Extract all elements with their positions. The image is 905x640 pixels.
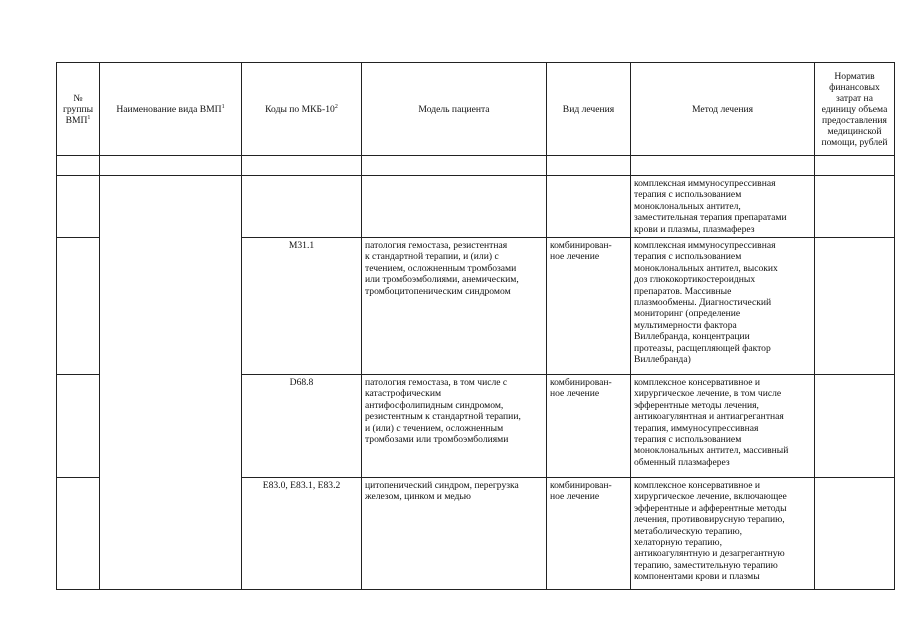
financial-norm-cell [815,478,895,590]
header-icd-codes: Коды по МКБ-$10^2$ [242,63,362,156]
vmp-table [56,62,895,590]
treatment-method-cell: комплексное консервативное и хирургическое лечение, в том числе эфферентные методы лечения, антикоагулянтная и антиагрегантная терапия, иммуносупрессивная терапия с использованием моноклональных антител, массивный обменный плазмаферез [631,375,815,478]
blank-row [57,156,895,176]
group-number-cell [57,478,100,590]
patient-model-cell [362,176,547,238]
treatment-method-cell: комплексное консервативное и хирургическое лечение, включающее эфферентные и афферентные методы лечения, противовирусную терапию, метаболическую терапию, хелаторную терапию, антикоагулянтную и дезагрегантную терапию, заместительную терапию компонентами крови и плазмы [631,478,815,590]
header-vmp-name: Наименование вида ВМП$^1$ [100,63,242,156]
icd-code-cell: E83.0, E83.1, E83.2 [242,478,362,590]
group-number-cell [57,176,100,238]
table-row [57,176,895,238]
treatment-method-cell: комплексная иммуносупрессивная терапия с использованием моноклональных антител, высоких доз глюкокортикостероидных препаратов. Массивные плазмообмены. Диагностический мониторинг (определение мультимерности фактора Виллебранда, концентрации протеазы, расщепляющей фактор Виллебранда) [631,238,815,375]
treatment-type-cell: комбинирован- ное лечение [547,375,631,478]
patient-model-cell: патология гемостаза, резистентная к стандартной терапии, и (или) с течением, осложненным тромбозами или тромбоэмболиями, анемическим, тромбоцитопеническим синдромом [362,238,547,375]
financial-norm-cell [815,375,895,478]
icd-code-cell: D68.8 [242,375,362,478]
header-treatment-type: Вид лечения [547,63,631,156]
header-patient-model: Модель пациента [362,63,547,156]
icd-code-cell [242,176,362,238]
treatment-type-cell: комбинирован- ное лечение [547,478,631,590]
treatment-type-cell [547,176,631,238]
header-group-number: № группы ВМП$^1$ [57,63,100,156]
vmp-name-cell [100,176,242,590]
financial-norm-cell [815,176,895,238]
icd-code-cell: M31.1 [242,238,362,375]
financial-norm-cell [815,238,895,375]
group-number-cell [57,238,100,375]
treatment-type-cell: комбинирован- ное лечение [547,238,631,375]
header-treatment-method: Метод лечения [631,63,815,156]
header-row [57,63,895,156]
treatment-method-cell: комплексная иммуносупрессивная терапия с использованием моноклональных антител, заместительная терапия препаратами крови и плазмы, плазмаферез [631,176,815,238]
patient-model-cell: патология гемостаза, в том числе с катастрофическим антифосфолипидным синдромом, резистентным к стандартной терапии, и (или) с течением, осложненным тромбозами или тромбоэмболиями [362,375,547,478]
patient-model-cell: цитопенический синдром, перегрузка железом, цинком и медью [362,478,547,590]
header-financial-norm: Норматив финансовых затрат на единицу объема предоставления медицинской помощи, рублей [815,63,895,156]
group-number-cell [57,375,100,478]
